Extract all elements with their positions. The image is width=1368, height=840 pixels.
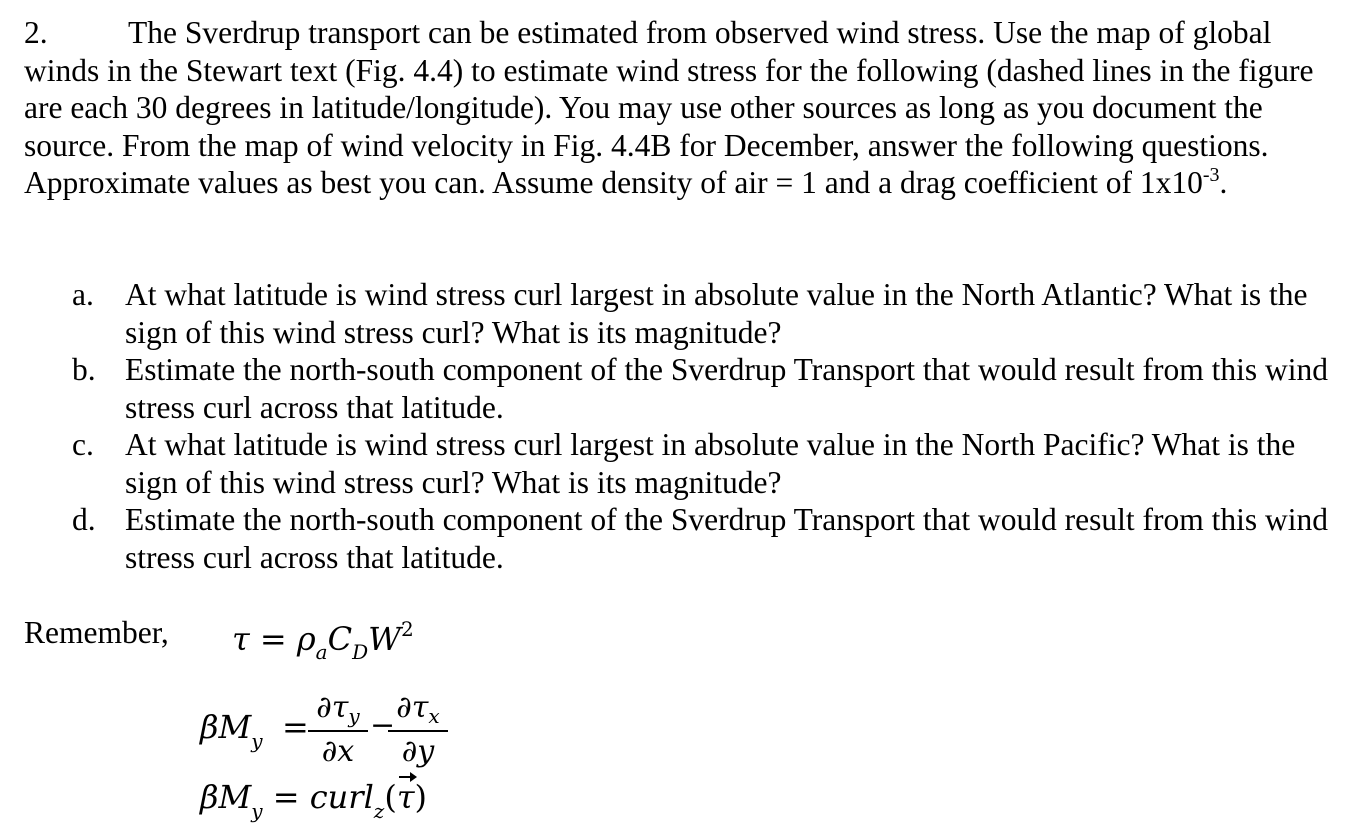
question-d	[72, 501, 1352, 576]
question-text: At what latitude is wind stress curl largest in absolute value in the North Pacific? What is the sign of this wind stress curl? What is its magnitude?	[125, 427, 1296, 500]
sverdrup-equation	[200, 690, 480, 780]
wind-speed-symbol: W	[368, 620, 402, 658]
equals-sign: =	[282, 708, 309, 746]
question-list	[72, 276, 1352, 576]
problem-number: 2.	[24, 15, 48, 50]
equals-sign: =	[249, 620, 297, 658]
minus-sign: −	[370, 708, 396, 743]
curl-word: curl	[309, 778, 374, 816]
drag-exponent: -3	[1202, 164, 1220, 186]
fraction-numerator	[388, 690, 448, 728]
close-paren: )	[414, 778, 428, 816]
y-subscript: y	[251, 799, 263, 823]
tau-symbol: τ	[232, 620, 250, 658]
drag-coefficient-symbol: C	[327, 620, 353, 658]
question-text: Estimate the north-south component of the Sverdrup Transport that would result from this wind stress curl across that latitude.	[125, 352, 1328, 425]
open-paren: (	[384, 778, 397, 816]
rho-subscript: a	[315, 640, 328, 664]
beta-m-symbol: βM	[200, 778, 252, 816]
partial-tau-x-fraction	[388, 690, 448, 769]
y-subscript: y	[251, 729, 263, 753]
rho-symbol: ρ	[296, 620, 316, 658]
partial-tau-y-fraction	[308, 690, 368, 769]
beta-m-term	[200, 708, 263, 753]
fraction-denominator: ∂y	[401, 734, 435, 769]
question-a	[72, 276, 1352, 351]
fraction-denominator: ∂x	[321, 734, 355, 769]
fraction-bar	[308, 730, 368, 732]
numerator-subscript: y	[348, 704, 360, 728]
question-text: At what latitude is wind stress curl largest in absolute value in the North Atlantic? What is the sign of this wind stress curl? What is its magnitude?	[125, 277, 1308, 350]
question-c	[72, 426, 1352, 501]
problem-intro-end: .	[1219, 165, 1228, 200]
remember-label: Remember,	[24, 615, 169, 650]
wind-stress-equation	[232, 617, 414, 664]
equals-sign: =	[262, 778, 310, 816]
fraction-numerator	[308, 690, 368, 728]
curl-equation	[200, 778, 428, 823]
question-label: d.	[72, 502, 96, 537]
numerator-subscript: x	[428, 704, 440, 728]
beta-m-symbol: βM	[200, 708, 252, 746]
question-b	[72, 351, 1352, 426]
square-exponent: 2	[401, 617, 414, 641]
question-label: c.	[72, 427, 94, 462]
tau-vector-symbol: τ	[396, 778, 415, 816]
question-label: a.	[72, 277, 94, 312]
fraction-bar	[388, 730, 448, 732]
z-subscript: z	[373, 799, 385, 823]
question-text: Estimate the north-south component of the Sverdrup Transport that would result from this wind stress curl across that latitude.	[125, 502, 1328, 575]
partial-tau-symbol: ∂τ	[316, 690, 349, 725]
drag-subscript: D	[352, 640, 369, 664]
partial-tau-symbol: ∂τ	[396, 690, 429, 725]
problem-intro	[24, 14, 1344, 202]
question-label: b.	[72, 352, 96, 387]
problem-intro-text: The Sverdrup transport can be estimated from observed wind stress. Use the map of global winds in the Stewart text (Fig. 4.4) to estimate wind stress for the following (dashed lines in the figure are each 30 degrees in latitude/longitude). You may use other sources as long as you document the source. From the map of wind velocity in Fig. 4.4B for December, answer the following questions. Approximate values as best you can. Assume density of air = 1 and a drag coefficient of 1x10	[24, 15, 1314, 200]
